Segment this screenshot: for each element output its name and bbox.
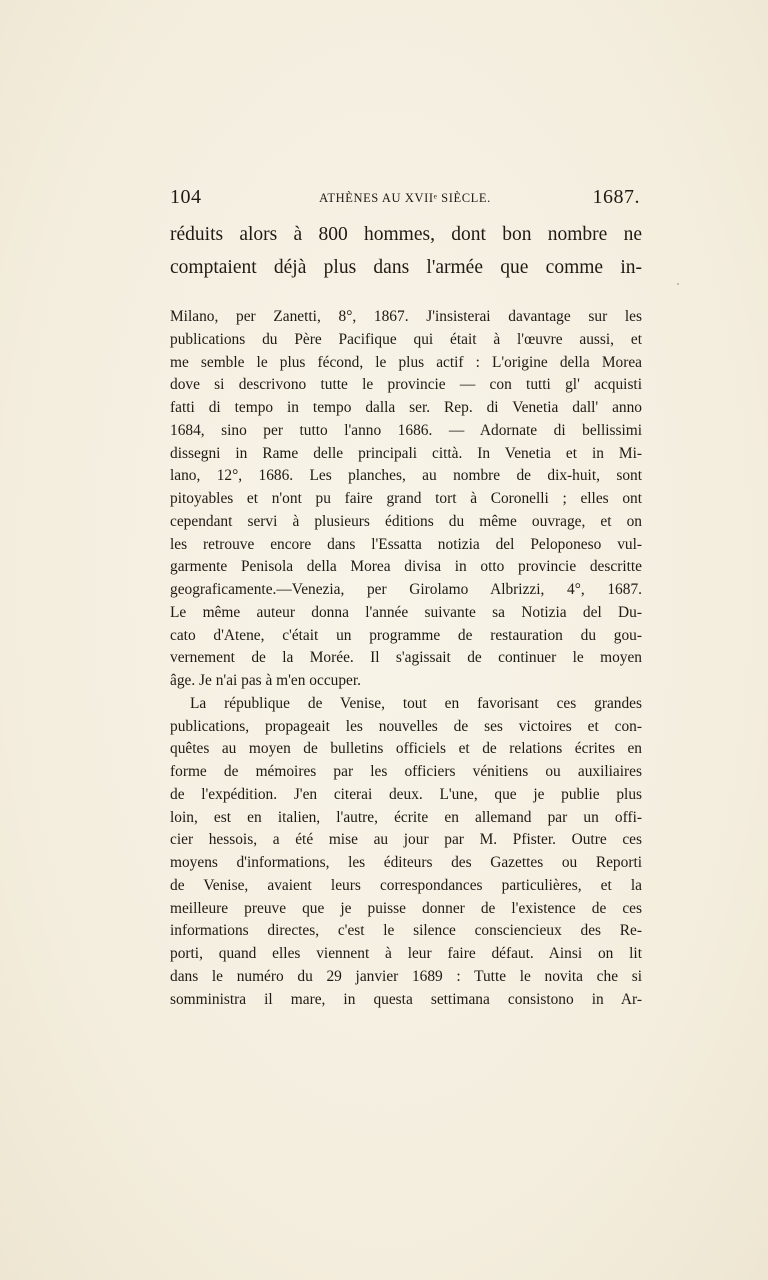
footnote-line: geograficamente.—Venezia, per Girolamo Albrizzi, 4°, 1687. (170, 581, 642, 598)
footnote-line: les retrouve encore dans l'Essatta notizia del Peloponeso vul- (170, 535, 642, 553)
footnote-line: dans le numéro du 29 janvier 1689 : Tutte le novita che si (170, 967, 642, 985)
footnote-line: âge. Je n'ai pas à m'en occuper. (170, 672, 362, 689)
footnote-line: moyens d'informations, les éditeurs des Gazettes ou Reporti (170, 854, 642, 871)
footnote-line: vernement de la Morée. Il s'agissait de continuer le moyen (170, 649, 642, 667)
footnote-line: 1684, sino per tutto l'anno 1686. — Adornate di bellissimi (170, 421, 642, 439)
running-header (170, 186, 640, 216)
footnote-line: pitoyables et n'ont pu faire grand tort à Coronelli ; elles ont (170, 490, 642, 507)
footnote-line: somministra il mare, in questa settimana consistono in Ar- (170, 990, 642, 1008)
footnote-line: publications du Père Pacifique qui était à l'œuvre aussi, et (170, 330, 642, 348)
footnote-line: publications, propageait les nouvelles de ses victoires et con- (170, 717, 642, 735)
footnote-line: porti, quand elles viennent à leur faire défaut. Ainsi on lit (170, 945, 642, 962)
page-number: 104 (170, 186, 202, 208)
footnote-line: meilleure preuve que je puisse donner de l'existence de ces (170, 899, 642, 917)
footnote-line: de l'expédition. J'en citerai deux. L'une, que je publie plus (170, 785, 642, 803)
footnote-line: cependant servi à plusieurs éditions du même ouvrage, et on (170, 512, 642, 530)
footnote-line: informations directes, c'est le silence consciencieux des Re- (170, 922, 642, 940)
footnote-line: quêtes au moyen de bulletins officiels et de relations écrites en (170, 740, 642, 758)
header-year: 1687. (592, 186, 640, 208)
footnote-line: forme de mémoires par les officiers vénitiens ou auxiliaires (170, 763, 642, 780)
footnote-line: cier hessois, a été mise au jour par M. Pfister. Outre ces (170, 831, 642, 849)
paragraph-first-line: La république de Venise, tout en favorisant ces grandes (190, 694, 642, 712)
footnote-line: garmente Penisola della Morea divisa in otto provincie descritte (170, 558, 642, 576)
main-text-line: comptaient déjà plus dans l'armée que comme in- (170, 257, 642, 278)
footnote-line: Milano, per Zanetti, 8°, 1867. J'insisterai davantage sur les (170, 308, 642, 325)
footnote-line: Le même auteur donna l'année suivante sa Notizia del Du- (170, 603, 642, 621)
paper-speck (677, 283, 679, 285)
main-text (170, 218, 642, 284)
main-text-line: réduits alors à 800 hommes, dont bon nombre ne (170, 224, 642, 245)
footnote-line: de Venise, avaient leurs correspondances particulières, et la (170, 876, 642, 894)
footnote-block (170, 306, 642, 1011)
footnote-line: lano, 12°, 1686. Les planches, au nombre de dix-huit, sont (170, 467, 642, 485)
footnote-line: loin, est en italien, l'autre, écrite en allemand par un offi- (170, 808, 642, 826)
footnote-line: cato d'Atene, c'était un programme de restauration du gou- (170, 626, 642, 644)
footnote-line: me semble le plus fécond, le plus actif : L'origine della Morea (170, 353, 642, 371)
running-title: ATHÈNES AU XVIIᵉ SIÈCLE. (319, 191, 491, 205)
footnote-line: dissegni in Rame delle principali città. In Venetia et in Mi- (170, 444, 642, 462)
footnote-line: dove si descrivono tutte le provincie — con tutti gl' acquisti (170, 376, 642, 394)
footnote-line: fatti di tempo in tempo dalla ser. Rep. di Venetia dall' anno (170, 399, 642, 416)
